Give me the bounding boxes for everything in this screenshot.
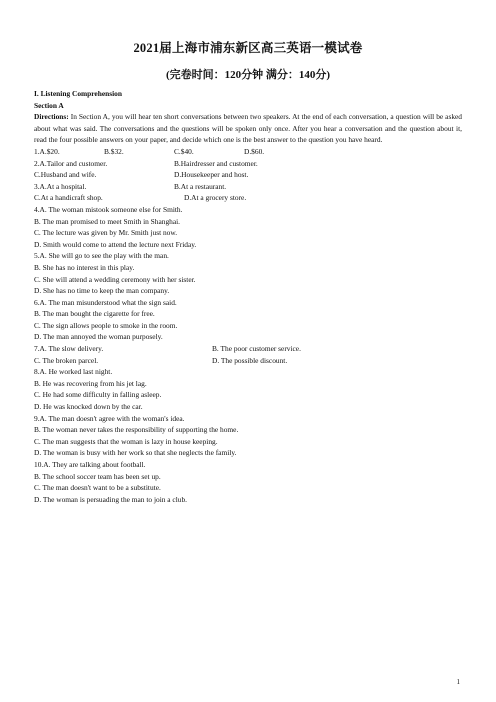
q1-option-c: C.$40. bbox=[174, 146, 194, 156]
page-number: 1 bbox=[456, 678, 460, 686]
q2-option-c: C.Husband and wife. bbox=[34, 170, 97, 180]
directions-paragraph bbox=[34, 111, 462, 146]
q1-option-a: 1.A.$20. bbox=[34, 146, 60, 156]
q1-option-b: B.$32. bbox=[104, 146, 124, 156]
question-7-options-row1 bbox=[34, 343, 462, 355]
q7-option-c: C. The broken parcel. bbox=[34, 355, 99, 365]
section-heading: Section A bbox=[34, 100, 64, 110]
q2-option-b: B.Hairdresser and customer. bbox=[174, 158, 258, 168]
q7-option-a: 7.A. The slow delivery. bbox=[34, 344, 104, 354]
q5-option-b: B. She has no interest in this play. bbox=[34, 262, 135, 272]
q6-option-a: 6.A. The man misunderstood what the sign said. bbox=[34, 297, 177, 307]
q9-option-b: B. The woman never takes the responsibility of supporting the home. bbox=[34, 425, 239, 435]
q10-option-a: 10.A. They are talking about football. bbox=[34, 460, 146, 469]
q3-option-d: D.At a grocery store. bbox=[184, 193, 247, 203]
q8-option-a: 8.A. He worked last night. bbox=[34, 367, 113, 377]
q2-option-a: 2.A.Tailor and customer. bbox=[34, 158, 108, 168]
q3-option-c: C.At a handicraft shop. bbox=[34, 193, 103, 203]
q4-option-d: D. Smith would come to attend the lecture next Friday. bbox=[34, 239, 197, 249]
q8-option-b: B. He was recovering from his jet lag. bbox=[34, 378, 147, 388]
q8-option-d: D. He was knocked down by the car. bbox=[34, 402, 143, 412]
q6-option-b: B. The man bought the cigarette for free. bbox=[34, 309, 155, 319]
exam-title: 2021届上海市浦东新区高三英语一模试卷 bbox=[133, 41, 363, 55]
q10-option-c: C. The man doesn't want to be a substitute. bbox=[34, 483, 161, 493]
q9-option-a: 9.A. The man doesn't agree with the woman's idea. bbox=[34, 413, 185, 423]
q10-option-d: D. The woman is persuading the man to join a club. bbox=[34, 494, 187, 504]
question-3-options-row2 bbox=[34, 192, 462, 204]
exam-subtitle: (完卷时间：120分钟 满分：140分) bbox=[165, 69, 331, 81]
q9-option-c: C. The man suggests that the woman is lazy in house keeping. bbox=[34, 436, 218, 446]
question-2-options-row1 bbox=[34, 158, 462, 170]
question-7-options-row2 bbox=[34, 355, 462, 367]
q5-option-d: D. She has no time to keep the man company. bbox=[34, 286, 170, 296]
q5-option-c: C. She will attend a wedding ceremony with her sister. bbox=[34, 274, 196, 284]
question-1-options bbox=[34, 146, 462, 158]
question-2-options-row2 bbox=[34, 169, 462, 181]
q4-option-c: C. The lecture was given by Mr. Smith just now. bbox=[34, 228, 178, 238]
q3-option-b: B.At a restaurant. bbox=[174, 181, 227, 191]
q4-option-b: B. The man promised to meet Smith in Shanghai. bbox=[34, 216, 181, 226]
directions-label: Directions: bbox=[34, 112, 69, 122]
q8-option-c: C. He had some difficulty in falling asleep. bbox=[34, 390, 162, 400]
q9-option-d: D. The woman is busy with her work so that she neglects the family. bbox=[34, 448, 237, 458]
q7-option-b: B. The poor customer service. bbox=[212, 344, 301, 354]
q5-option-a: 5.A. She will go to see the play with the man. bbox=[34, 251, 169, 261]
directions-text: In Section A, you will hear ten short conversations between two speakers. At the end of each conversation, a question will be asked about what was said. The conversations and the questions will be spoken only once. After you hear a conversation and the question about it, read the four possible answers on your paper, and decide which one is the best answer to the question you have heard. bbox=[34, 112, 462, 145]
q10-option-b: B. The school soccer team has been set up. bbox=[34, 471, 161, 481]
q3-option-a: 3.A.At a hospital. bbox=[34, 181, 87, 191]
exam-content bbox=[34, 88, 462, 505]
q6-option-d: D. The man annoyed the woman purposely. bbox=[34, 332, 163, 342]
question-3-options-row1 bbox=[34, 181, 462, 193]
q1-option-d: D.$60. bbox=[244, 146, 265, 156]
q4-option-a: 4.A. The woman mistook someone else for Smith. bbox=[34, 204, 183, 214]
q2-option-d: D.Housekeeper and host. bbox=[174, 170, 249, 180]
q6-option-c: C. The sign allows people to smoke in the room. bbox=[34, 320, 178, 330]
part-heading: I. Listening Comprehension bbox=[34, 89, 122, 98]
q7-option-d: D. The possible discount. bbox=[212, 355, 288, 365]
